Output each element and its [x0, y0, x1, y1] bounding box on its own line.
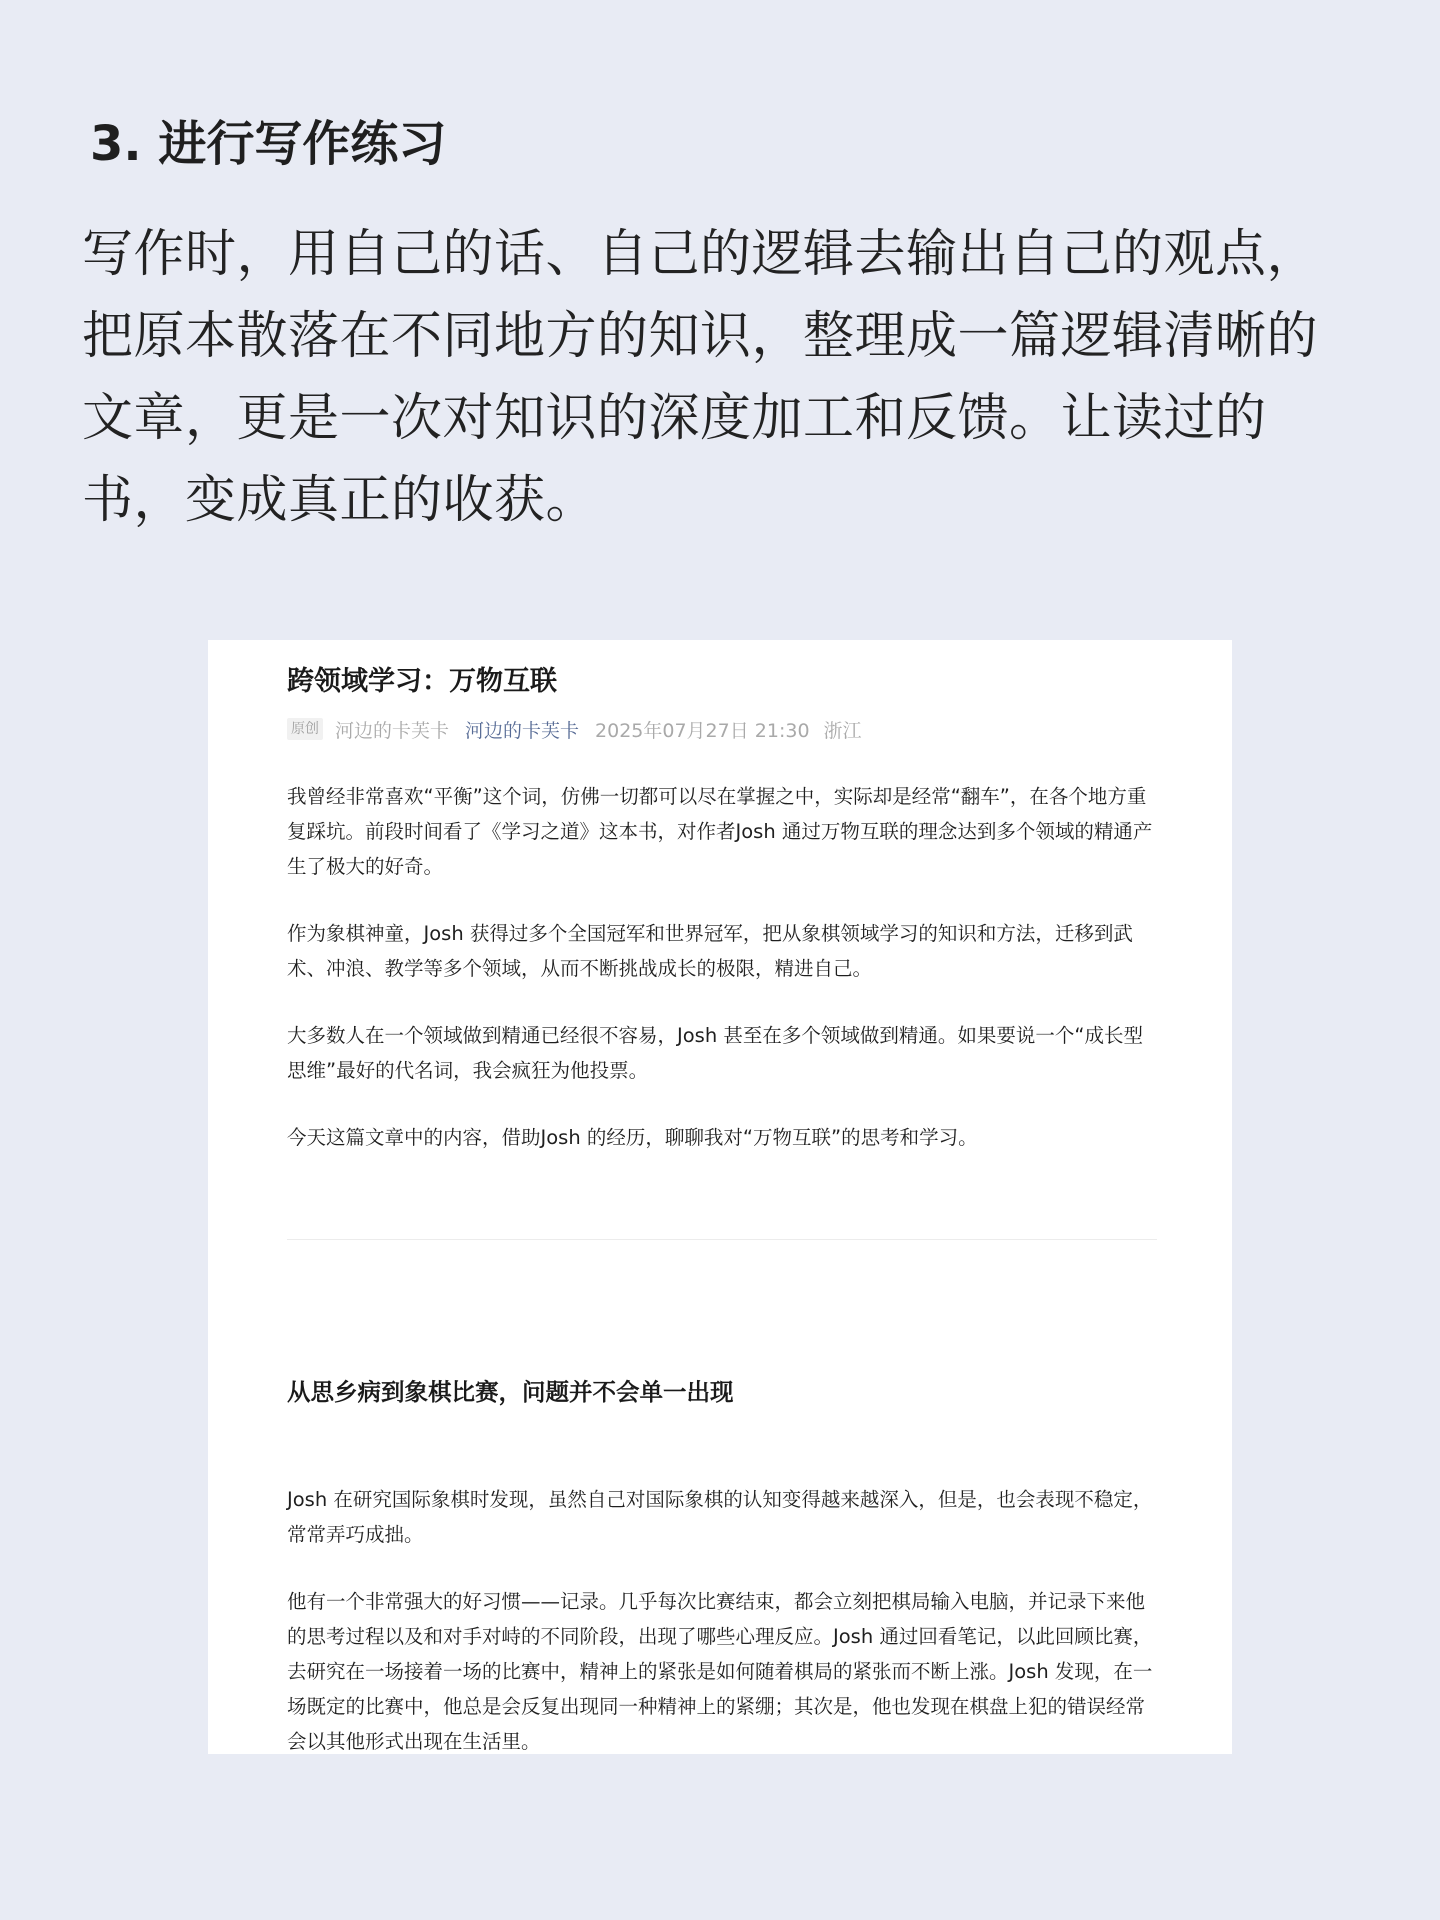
- article-meta: [287, 714, 1157, 744]
- original-badge: 原创: [287, 718, 323, 740]
- publish-date: 2025年07月27日 21:30: [595, 719, 810, 742]
- article-paragraph: 他有一个非常强大的好习惯——记录。几乎每次比赛结束，都会立刻把棋局输入电脑，并记录下来他的思考过程以及和对手对峙的不同阶段，出现了哪些心理反应。Josh 通过回看笔记，以此回顾比赛，去研究在一场接着一场的比赛中，精神上的紧张是如何随着棋局的紧张而不断上涨。Josh 发现，在一场既定的比赛中，他总是会反复出现同一种精神上的紧绷；其次是，他也发现在棋盘上犯的错误经常会以其他形式出现在生活里。: [287, 1590, 1153, 1753]
- article-subheading: 从思乡病到象棋比赛，问题并不会单一出现: [287, 1378, 734, 1406]
- article-content: [287, 640, 1157, 1754]
- account-link[interactable]: 河边的卡芙卡: [465, 719, 580, 742]
- article-paragraph: 今天这篇文章中的内容，借助Josh 的经历，聊聊我对“万物互联”的思考和学习。: [287, 1126, 978, 1149]
- article-paragraph: Josh 在研究国际象棋时发现，虽然自己对国际象棋的认知变得越来越深入，但是，也会表现不稳定，常常弄巧成拙。: [287, 1488, 1153, 1546]
- author-name: 河边的卡芙卡: [335, 719, 450, 742]
- article-title: 跨领域学习：万物互联: [287, 666, 557, 697]
- intro-paragraph: 写作时，用自己的话、自己的逻辑去输出自己的观点，把原本散落在不同地方的知识，整理成一篇逻辑清晰的文章，更是一次对知识的深度加工和反馈。让读过的书，变成真正的收获。: [82, 225, 1319, 530]
- article-paragraph: 作为象棋神童，Josh 获得过多个全国冠军和世界冠军，把从象棋领域学习的知识和方法，迁移到武术、冲浪、教学等多个领域，从而不断挑战成长的极限，精进自己。: [287, 922, 1133, 980]
- divider: [287, 1239, 1157, 1240]
- article-paragraph: 我曾经非常喜欢“平衡”这个词，仿佛一切都可以尽在掌握之中，实际却是经常“翻车”，在各个地方重复踩坑。前段时间看了《学习之道》这本书，对作者Josh 通过万物互联的理念达到多个领域的精通产生了极大的好奇。: [287, 785, 1153, 878]
- section-heading: 3. 进行写作练习: [90, 116, 447, 172]
- article-screenshot-card: [208, 640, 1232, 1754]
- article-paragraph: 大多数人在一个领域做到精通已经很不容易，Josh 甚至在多个领域做到精通。如果要说一个“成长型思维”最好的代名词，我会疯狂为他投票。: [287, 1024, 1144, 1082]
- publish-location: 浙江: [823, 719, 862, 742]
